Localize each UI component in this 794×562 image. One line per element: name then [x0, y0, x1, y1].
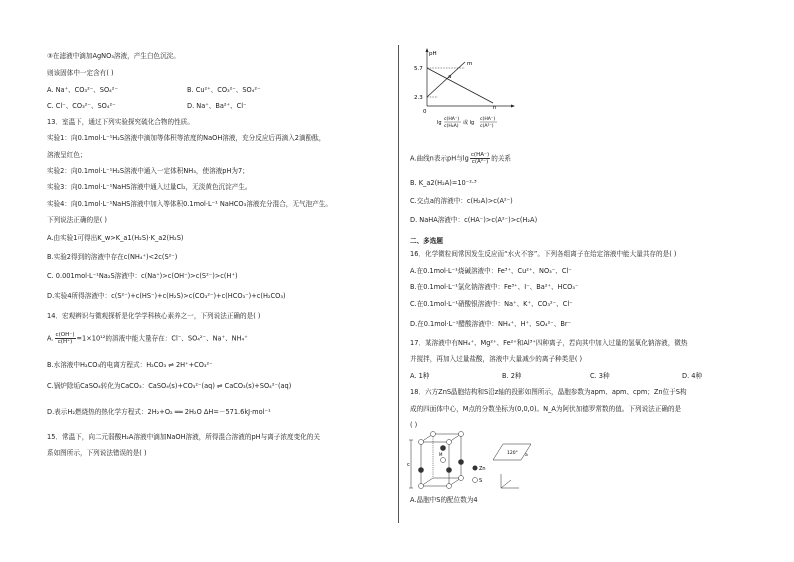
- section-heading: 二、多选题: [410, 237, 443, 245]
- curve-label-m: m: [467, 61, 473, 67]
- fraction-numerator: c(HA⁻): [470, 152, 490, 158]
- option-text: =1×10¹²的溶液中能大量存在：Cl⁻、SO₄²⁻、Na⁺、NH₄⁺: [76, 334, 248, 343]
- xlabel-mid: 或 lg: [463, 120, 475, 126]
- option-a: A.由实验1可得出K_w>K_a1(H₂S)·K_a2(H₂S): [47, 234, 184, 242]
- xlabel-den-b: c(A²⁻): [480, 124, 494, 129]
- xlabel-den-a: c(H₂A): [444, 124, 459, 129]
- option-a: A.在0.1mol·L⁻¹烧碱溶液中：Fe³⁺、Cu²⁺、NO₃⁻、Cl⁻: [410, 267, 572, 275]
- curve-label-n: n: [493, 105, 497, 111]
- option-b: B. Cu²⁺、CO₃²⁻、SO₄²⁻: [187, 86, 261, 94]
- option-a: A. Na⁺、CO₃²⁻、SO₄²⁻: [47, 86, 118, 94]
- text-line: 成的四面体中心，M点的分数坐标为(0,0,0)。N_A为阿伏加德罗常数的值。下列说法正确的是: [410, 405, 682, 413]
- option-c: C. 0.001mol·L⁻¹Na₂S溶液中：c(Na⁺)>c(OH⁻)>c(S²⁻)>c(H⁺): [47, 272, 238, 280]
- question-14: 14．宏观辨识与微观探析是化学学科核心素养之一，下列说法正确的是( ): [47, 312, 261, 320]
- option-b: B.水溶液中H₂CO₃的电离方程式：H₂CO₃ ⇌ 2H⁺+CO₃²⁻: [47, 361, 213, 369]
- curve-m: [427, 62, 465, 97]
- question-18: 18．六方ZnS晶胞结构和S沿z轴的投影如图所示，晶胞参数为apm、apm、cpm；Zn位于S构: [410, 388, 687, 396]
- zns-crystal-figure: [405, 430, 535, 494]
- ytick-label: 5.7: [414, 66, 423, 72]
- option-label: A.: [47, 334, 54, 343]
- question-13: 13．室温下，通过下列实验探究硫化合物的性质。: [47, 118, 194, 126]
- text-line: 下列说法正确的是( ): [47, 216, 107, 224]
- legend-s: S: [479, 478, 483, 484]
- text-line: 系如图所示，下列说法错误的是( ): [47, 449, 147, 457]
- option-b: B.在0.1mol·L⁻¹氯化钠溶液中：Fe³⁺、I⁻、Ba²⁺、HCO₃⁻: [410, 283, 579, 291]
- origin-label: 0: [423, 109, 427, 115]
- axis-label-a: a: [525, 453, 528, 458]
- point-label-a: a: [448, 74, 452, 80]
- option-c: C.锅炉除垢CaSO₄转化为CaCO₃：CaSO₄(s)+CO₃²⁻(aq) ⇌ CaCO₃(s)+SO₄²⁻(aq): [47, 382, 292, 390]
- angle-label: 120°: [507, 451, 518, 456]
- text-line: 实验3：向0.1mol·L⁻¹NaHS溶液中通入过量Cl₂，无淡黄色沉淀产生。: [47, 183, 252, 191]
- option-a: [47, 332, 248, 345]
- option-c: C.在0.1mol·L⁻¹硝酸银溶液中：Na⁺、K⁺、CO₃²⁻、Cl⁻: [410, 300, 573, 308]
- option-d: D.实验4所得溶液中：c(S²⁻)+c(HS⁻)+c(H₂S)>c(CO₃²⁻)+c(HCO₃⁻)+c(H₂CO₃): [47, 292, 286, 300]
- option-a: A. 1种: [410, 372, 430, 380]
- text-line: ③在滤液中滴加AgNO₃溶液，产生白色沉淀。: [47, 52, 180, 60]
- option-d: D.在0.1mol·L⁻¹醋酸溶液中：NH₄⁺、H⁺、SO₄²⁻、Br⁻: [410, 320, 572, 328]
- option-b: B.实验2得到的溶液中存在c(NH₄⁺)<2c(S²⁻): [47, 253, 178, 261]
- ph-graph: [405, 46, 515, 138]
- option-c: C. 3种: [590, 372, 610, 380]
- axis-label-c: c: [407, 462, 410, 468]
- xlabel-lg: lg: [437, 120, 442, 126]
- fraction: [470, 152, 490, 165]
- option-d: D.表示H₂燃烧热的热化学方程式：2H₂+O₂ ══ 2H₂O ΔH=－571.6kJ·mol⁻¹: [47, 408, 271, 416]
- fraction-numerator: c(OH⁻): [55, 332, 75, 338]
- option-b: B. K_a2(H₂A)=10⁻²·³: [410, 179, 477, 187]
- option-text: 的关系: [491, 154, 512, 163]
- text-line: 溶液呈红色；: [47, 151, 87, 159]
- option-a: [410, 152, 511, 165]
- text-line: 则该固体中一定含有( ): [47, 69, 114, 77]
- text-line: 实验2：向0.1mol·L⁻¹H₂S溶液中通入一定体积NH₃，使溶液pH为7；: [47, 167, 249, 175]
- option-text: A.曲线n表示pH与lg: [410, 154, 469, 163]
- option-c: C.交点a的溶液中：c(H₂A)>c(A²⁻): [410, 197, 513, 205]
- ytick-label: 2.3: [414, 95, 423, 101]
- fraction-denominator: c(A²⁻): [471, 159, 489, 165]
- option-d: D. NaHA溶液中：c(HA⁻)>c(A²⁻)>c(H₂A): [410, 216, 538, 224]
- xlabel-num-b: c(HA⁻): [480, 117, 496, 122]
- text-line: 实验4：向0.1mol·L⁻¹NaHS溶液中加入等体积0.1mol·L⁻¹ NaHCO₃溶液充分混合，无气泡产生。: [47, 200, 332, 208]
- column-divider: [398, 45, 399, 523]
- text-line: ( ): [410, 421, 418, 429]
- fraction: [55, 332, 76, 345]
- option-d: D. Na⁺、Ba²⁺、Cl⁻: [187, 102, 247, 110]
- xlabel-num-a: c(HA⁻): [444, 117, 460, 122]
- text-line: 实验1：向0.1mol·L⁻¹H₂S溶液中滴加等体积等浓度的NaOH溶液，充分反应后再滴入2滴酚酞，: [47, 134, 326, 142]
- question-17: 17．某溶液中有NH₄⁺、Mg²⁺、Fe²⁺和Al³⁺四种离子，若向其中加入过量的氢氧化钠溶液，微热: [410, 339, 688, 347]
- question-15: 15．常温下，向二元弱酸H₂A溶液中滴加NaOH溶液，所得混合溶液的pH与离子浓度变化的关: [47, 433, 320, 441]
- option-d: D. 4种: [682, 372, 703, 380]
- question-16: 16．化学微粒间常因发生反应而“水火不容”。下列各组离子在给定溶液中能大量共存的是( ): [410, 250, 677, 258]
- curve-n: [427, 68, 493, 103]
- graph-ylabel: pH: [429, 51, 437, 57]
- text-line: 并搅拌，再加入过量盐酸，溶液中大量减少的离子种类是( ): [410, 355, 583, 363]
- option-c: C. Cl⁻、CO₃²⁻、SO₄²⁻: [47, 102, 116, 110]
- legend-zn: Zn: [479, 466, 486, 472]
- fraction-denominator: c(H⁺): [57, 339, 73, 345]
- option-a: A.晶胞中S的配位数为4: [410, 496, 478, 504]
- option-b: B. 2种: [502, 372, 522, 380]
- point-label-m: M: [439, 452, 443, 457]
